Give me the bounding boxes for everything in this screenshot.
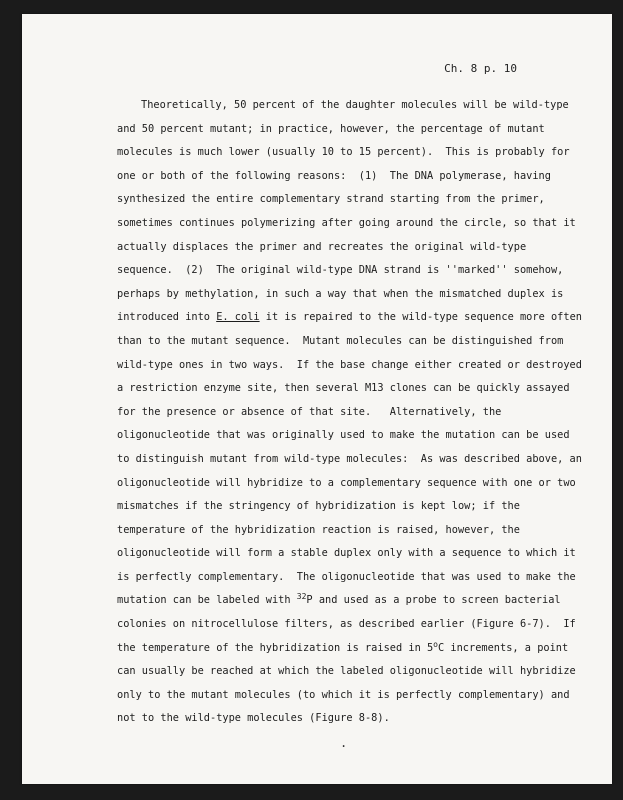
text-line: not to the wild-type molecules (Figure 8-8). [117, 712, 390, 725]
text-line: for the presence or absence of that site. Alternatively, the [117, 405, 502, 418]
text-line: sometimes continues polymerizing after going around the circle, so that it [117, 216, 576, 229]
text-line: than to the mutant sequence. Mutant molecules can be distinguished from [117, 334, 564, 347]
text-line: molecules is much lower (usually 10 to 15 percent). This is probably for [117, 146, 570, 159]
text-line: Theoretically, 50 percent of the daughter molecules will be wild-type [141, 99, 569, 111]
text-line: temperature of the hybridization reaction is raised, however, the [117, 523, 520, 536]
text-line: oligonucleotide will hybridize to a complementary sequence with one or two [117, 476, 576, 489]
text-line: colonies on nitrocellulose filters, as described earlier (Figure 6-7). If [117, 618, 576, 631]
text-line [117, 306, 582, 330]
species-name: E. coli [216, 311, 260, 324]
text-line [117, 589, 561, 613]
text-line: to distinguish mutant from wild-type molecules: As was described above, an [117, 452, 582, 465]
text-line: a restriction enzyme site, then several M13 clones can be quickly assayed [117, 382, 570, 395]
text-line: one or both of the following reasons: (1) The DNA polymerase, having [117, 169, 551, 182]
text-line: sequence. (2) The original wild-type DNA strand is ''marked'' somehow, [117, 264, 564, 277]
text-line: synthesized the entire complementary strand starting from the primer, [117, 193, 545, 206]
text-line: perhaps by methylation, in such a way that when the mismatched duplex is [117, 287, 564, 300]
body-text [117, 94, 582, 731]
text-segment: it is repaired to the wild-type sequence more often [259, 311, 582, 324]
text-line: oligonucleotide will form a stable duplex only with a sequence to which it [117, 547, 576, 560]
text-line: only to the mutant molecules (to which it is perfectly complementary) and [117, 688, 570, 701]
text-segment: introduced into [117, 311, 217, 324]
text-line: can usually be reached at which the labeled oligonucleotide will hybridize [117, 665, 576, 678]
text-line: is perfectly complementary. The oligonucleotide that was used to make the [117, 570, 576, 583]
document-page [22, 14, 612, 784]
text-line [117, 637, 569, 661]
text-line: wild-type ones in two ways. If the base change either created or destroyed [117, 358, 582, 371]
text-line: and 50 percent mutant; in practice, however, the percentage of mutant [117, 122, 545, 135]
text-line: oligonucleotide that was originally used to make the mutation can be used [117, 429, 570, 442]
page-header: Ch. 8 p. 10 [444, 62, 517, 75]
text-line: actually displaces the primer and recreates the original wild-type [117, 240, 527, 253]
text-segment: P and used as a probe to screen bacterial [306, 594, 561, 607]
text-segment: the temperature of the hybridization is raised in 5 [117, 641, 434, 654]
text-segment: C increments, a point [438, 641, 569, 654]
text-line: mismatches if the stringency of hybridization is kept low; if the [117, 500, 520, 513]
text-segment: mutation can be labeled with [117, 594, 297, 607]
superscript: o [433, 639, 438, 649]
page-mark: . [340, 736, 348, 750]
superscript: 32 [296, 592, 307, 602]
